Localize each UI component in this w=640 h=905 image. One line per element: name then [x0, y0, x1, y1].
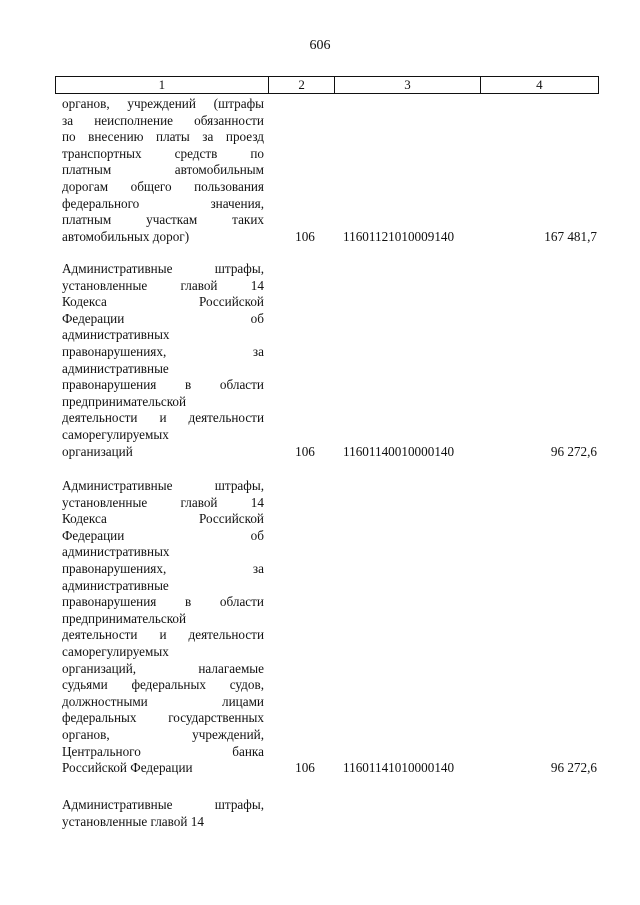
description-line: Кодекса Российской: [62, 511, 264, 527]
description-line: правонарушения в области: [62, 377, 264, 393]
description-line: административных: [62, 544, 170, 560]
description-line: органов, учреждений,: [62, 726, 264, 742]
description-line: административных: [62, 327, 170, 343]
description-line: Федерации об: [62, 527, 264, 543]
header-col-2: 2: [268, 77, 335, 94]
description-line: Административные штрафы,: [62, 797, 264, 812]
description-line: Российской Федерации: [62, 760, 193, 776]
description-line: деятельности и деятельности: [62, 627, 264, 643]
description-line: органов, учреждений (штрафы: [62, 96, 264, 111]
description-line: Административные штрафы,: [62, 261, 264, 276]
admin-code: 106: [295, 760, 315, 776]
description-line: платным автомобильным: [62, 162, 264, 178]
row-description: [62, 96, 264, 245]
description-line: Центрального банка: [62, 743, 264, 759]
description-line: саморегулируемых: [62, 643, 169, 659]
description-line: организаций, налагаемые: [62, 660, 264, 676]
description-line: административные: [62, 360, 169, 376]
description-line: судьями федеральных судов,: [62, 677, 264, 693]
description-line: установленные главой 14: [62, 277, 264, 293]
description-line: дорогам общего пользования: [62, 178, 264, 194]
header-col-4: 4: [480, 77, 598, 94]
description-line: Федерации об: [62, 310, 264, 326]
kbk-code: 11601141010000140: [343, 760, 455, 776]
description-line: установленные главой 14: [62, 494, 264, 510]
description-line: федеральных государственных: [62, 710, 264, 726]
description-line: предпринимательской: [62, 393, 187, 409]
header-col-1: 1: [56, 77, 269, 94]
row-description: [62, 261, 264, 460]
description-line: саморегулируемых: [62, 426, 169, 442]
description-line: правонарушения в области: [62, 594, 264, 610]
kbk-code: 11601140010000140: [343, 443, 455, 459]
description-line: правонарушениях, за: [62, 560, 264, 576]
description-line: деятельности и деятельности: [62, 410, 264, 426]
header-col-3: 3: [335, 77, 480, 94]
description-line: по внесению платы за проезд: [62, 129, 264, 145]
row-description: [62, 797, 264, 830]
description-line: организаций: [62, 443, 133, 459]
admin-code: 106: [295, 443, 315, 459]
description-line: Кодекса Российской: [62, 294, 264, 310]
description-line: транспортных средств по: [62, 145, 264, 161]
description-line: Административные штрафы,: [62, 478, 264, 493]
description-line: должностными лицами: [62, 693, 264, 709]
amount: 167 481,7: [544, 228, 597, 244]
description-line: платным участкам таких: [62, 212, 264, 228]
description-line: административные: [62, 577, 169, 593]
page-number: 606: [309, 38, 331, 53]
amount: 96 272,6: [550, 443, 597, 459]
kbk-code: 11601121010009140: [343, 228, 455, 244]
description-line: правонарушениях, за: [62, 343, 264, 359]
description-line: предпринимательской: [62, 610, 187, 626]
admin-code: 106: [295, 228, 315, 244]
description-line: федерального значения,: [62, 195, 264, 211]
description-line: за неисполнение обязанности: [62, 112, 264, 128]
table-header: [55, 76, 599, 94]
description-line: установленные главой 14: [62, 813, 204, 829]
amount: 96 272,6: [550, 760, 597, 776]
row-description: [62, 478, 264, 777]
description-line: автомобильных дорог): [62, 228, 190, 244]
